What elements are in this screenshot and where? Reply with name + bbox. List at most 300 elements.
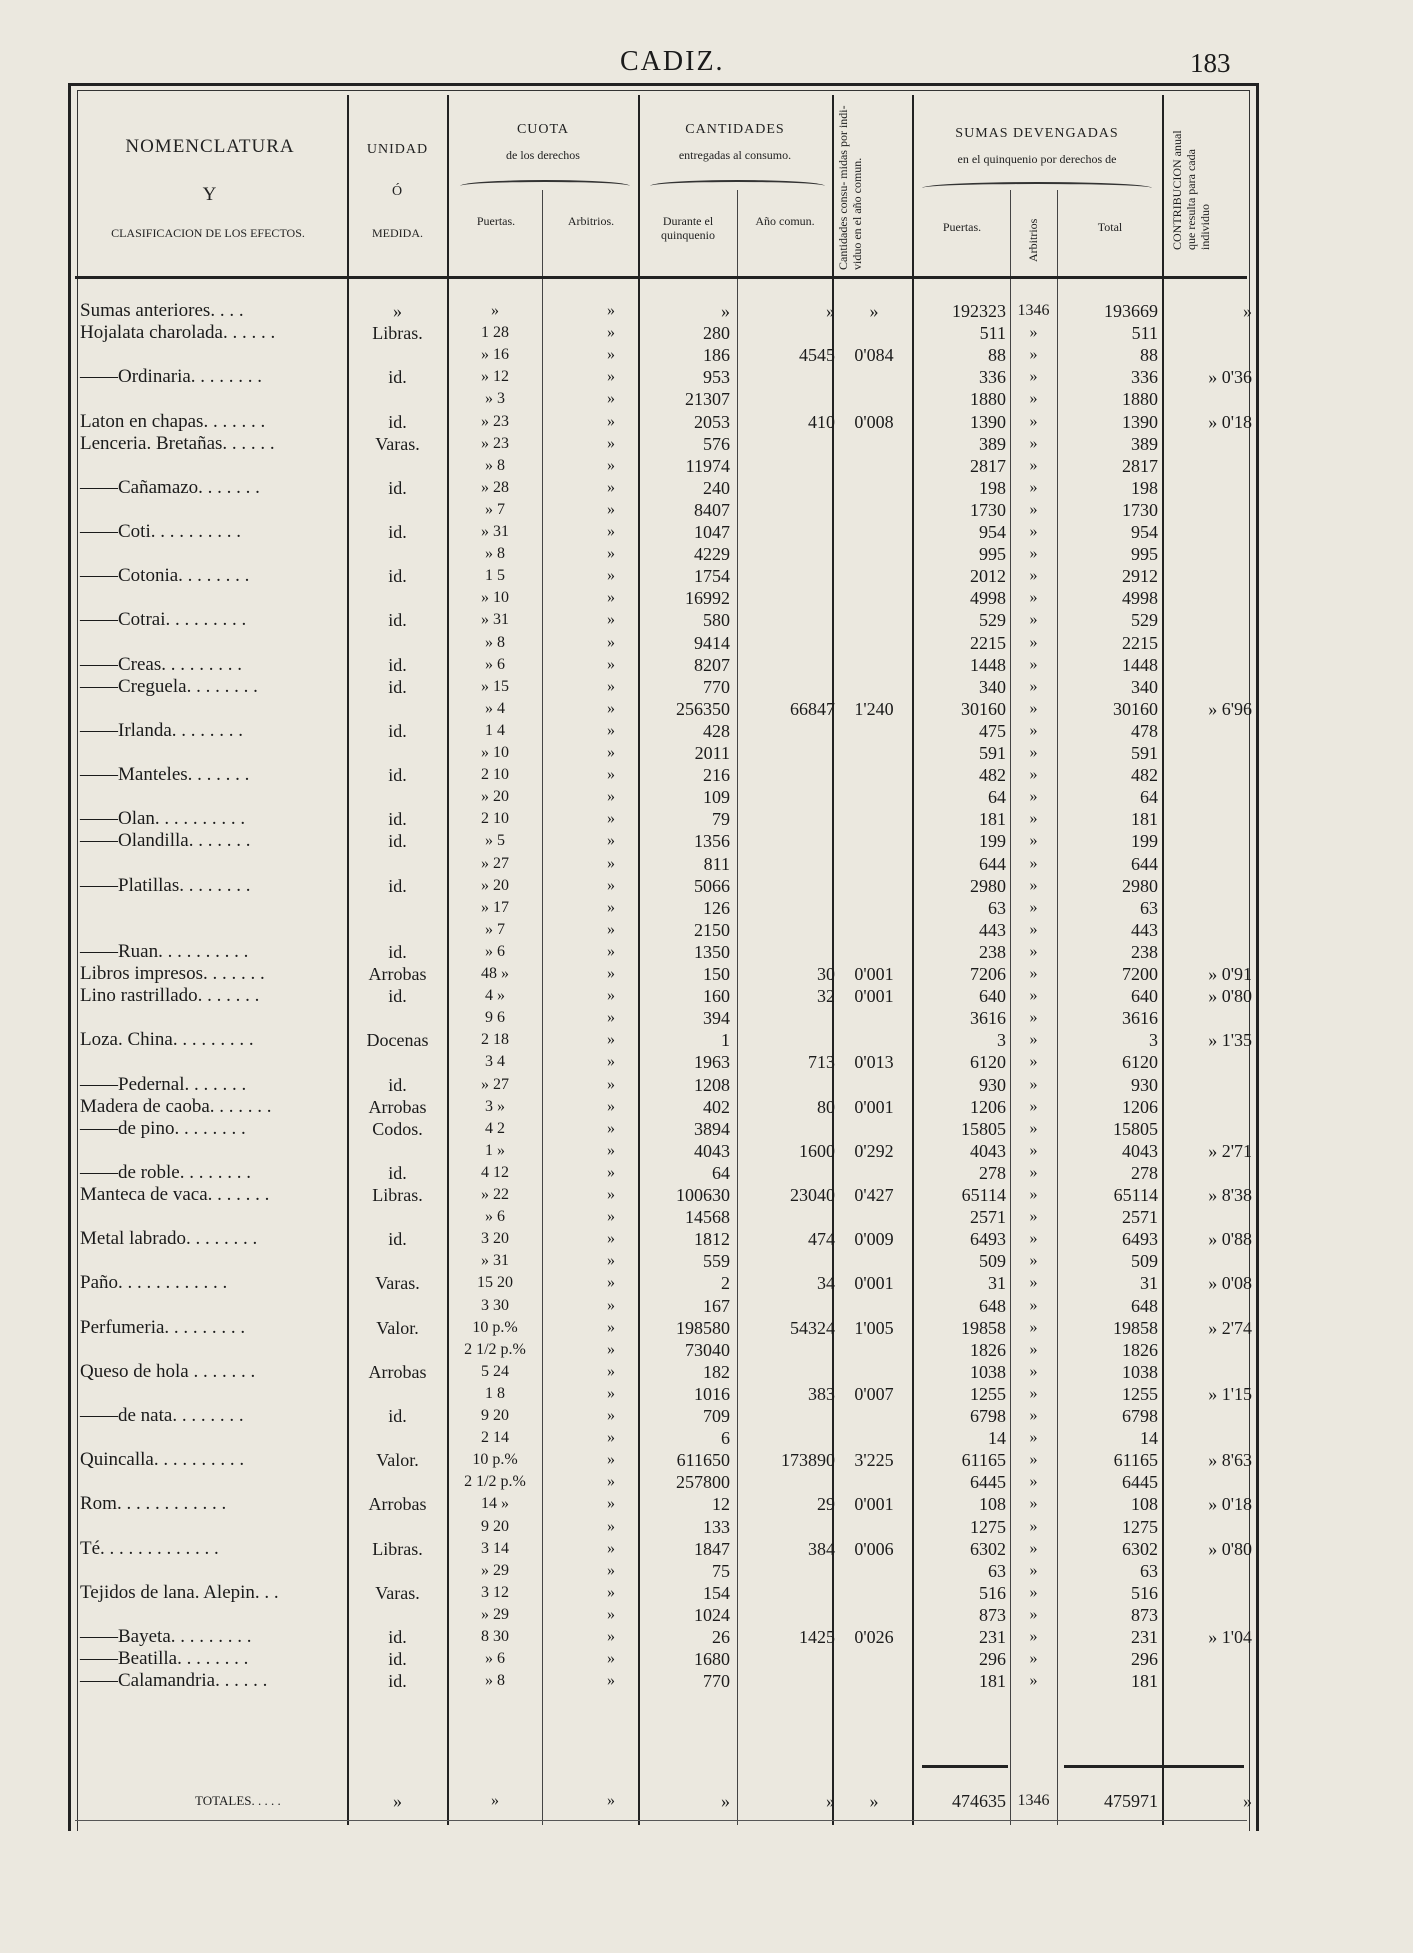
cell-name: ——Ruan. . . . . . . . . . [80, 940, 249, 962]
cell-cp: » 23 [481, 434, 509, 452]
cell-cp: 1 » [485, 1141, 505, 1159]
cell-unit: id. [388, 720, 407, 741]
cell-sa: » [1029, 346, 1038, 364]
cell-dq: 150 [703, 964, 730, 984]
cell-sa: » [1029, 456, 1038, 474]
cell-ac: » [826, 301, 835, 321]
cell-ci: 0'001 [854, 1494, 894, 1515]
cell-dq: 160 [703, 986, 730, 1007]
cell-name: ——de pino. . . . . . . . [80, 1117, 246, 1139]
cell-sp: 1826 [970, 1339, 1006, 1360]
cell-sa: » [1029, 500, 1038, 518]
cell-sp: 1206 [970, 1096, 1006, 1117]
cell-dq: 21307 [685, 389, 730, 410]
cell-sp: 2980 [970, 875, 1006, 896]
cell-dq: 100630 [676, 1185, 730, 1205]
cell-co: » 0'08 [1208, 1273, 1252, 1294]
cell-cp: » 23 [481, 412, 509, 430]
cell-sa: » [1029, 832, 1038, 850]
cell-cp: 4 » [485, 987, 505, 1005]
cell-name: ——Creas. . . . . . . . . [80, 653, 243, 675]
cell-st: 61165 [1113, 1450, 1158, 1471]
cell-co: » 6'96 [1208, 698, 1252, 719]
cell-cp: 5 24 [481, 1362, 509, 1380]
cell-sa: » [1029, 1517, 1038, 1535]
cell-st: 65114 [1113, 1185, 1158, 1205]
cell-dq: 280 [703, 323, 730, 344]
cell-ac: 30 [817, 964, 835, 984]
cell-st: 198 [1131, 477, 1158, 498]
cell-ca: » [607, 324, 615, 342]
cell-ac: 713 [808, 1052, 835, 1073]
cell-ac: 384 [808, 1538, 835, 1559]
cell-name: ——de nata. . . . . . . . [80, 1405, 244, 1426]
cell-sa: » [1029, 1340, 1038, 1358]
cell-name: Paño. . . . . . . . . . . . [80, 1272, 228, 1294]
cell-ca: » [607, 677, 615, 695]
cell-sp: 7206 [970, 964, 1006, 984]
cell-st: 3616 [1122, 1008, 1158, 1029]
cell-st: 1880 [1122, 389, 1158, 410]
cell-sa: » [1029, 942, 1038, 960]
cell-ca: » [607, 1053, 615, 1071]
cell-st: 873 [1131, 1604, 1158, 1625]
cell-sa: » [1029, 1583, 1038, 1601]
cell-ci: 0'008 [854, 411, 894, 432]
cell-dq: 1016 [694, 1383, 730, 1404]
cell-ca: » [607, 302, 615, 319]
cell-st: 181 [1131, 809, 1158, 830]
cell-ci: » [869, 301, 879, 321]
cell-ca: » [607, 832, 615, 850]
cell-sa: » [1029, 721, 1038, 739]
cell-unit: id. [388, 986, 407, 1007]
cell-st: 482 [1131, 765, 1158, 786]
cell-st: 2980 [1122, 875, 1158, 896]
cell-cp: 10 p.% [472, 1451, 518, 1469]
cell-ca: » [607, 1495, 615, 1513]
cell-dq: 64 [712, 1162, 730, 1183]
cell-dq: 559 [703, 1251, 730, 1272]
cell-sp: 644 [979, 853, 1006, 874]
cell-sp: 954 [979, 522, 1006, 542]
cell-cp: 2 1/2 p.% [464, 1473, 526, 1491]
cell-dq: 11974 [685, 455, 730, 476]
cell-name: Tejidos de lana. Alepin. . . [80, 1581, 279, 1603]
cell-unit: Varas. [375, 1273, 420, 1294]
cell-sa: » [1029, 1561, 1038, 1579]
cell-sp: 482 [979, 765, 1006, 786]
cell-sa: » [1029, 1318, 1038, 1336]
cell-st: 1730 [1122, 499, 1158, 520]
cell-unit: id. [388, 1162, 407, 1183]
cell-st: 4998 [1122, 588, 1158, 609]
cell-dq: 1680 [694, 1649, 730, 1670]
cell-cp: 2 14 [481, 1429, 509, 1447]
cell-co: » 8'38 [1208, 1185, 1252, 1205]
cell-sp: 296 [979, 1649, 1006, 1670]
cell-ca: » [607, 810, 615, 828]
cell-dq: 240 [703, 477, 730, 498]
cell-unit: id. [388, 411, 407, 432]
cell-st: 389 [1131, 433, 1158, 454]
cell-sa: » [1029, 611, 1038, 629]
cell-dq: 109 [703, 787, 730, 808]
cell-sa: » [1029, 1252, 1038, 1270]
cell-ca: » [607, 1318, 615, 1336]
cell-ac: 23040 [790, 1185, 835, 1205]
cell-ac: 54324 [790, 1317, 835, 1338]
cell-dq: 16992 [685, 588, 730, 609]
cell-cp: 4 2 [485, 1119, 505, 1137]
header-cantidades: CANTIDADES [685, 122, 785, 137]
cell-sp: 640 [979, 986, 1006, 1007]
cell-name: ——Calamandria. . . . . . [80, 1670, 268, 1692]
cell-ac: 32 [817, 986, 835, 1007]
cell-co: » 0'18 [1208, 1494, 1252, 1515]
cell-sp: 2817 [970, 455, 1006, 476]
cell-unit: id. [388, 831, 407, 852]
header-unidad: UNIDAD [366, 142, 429, 157]
cell-dq: 1356 [694, 831, 730, 852]
cell-sp: 15805 [961, 1118, 1006, 1139]
cell-co: » 0'36 [1208, 367, 1252, 388]
cell-sp: 1448 [970, 654, 1006, 675]
cell-dq: 73040 [685, 1339, 730, 1360]
cell-sa: » [1029, 1429, 1038, 1447]
cell-sa: » [1029, 1362, 1038, 1380]
cell-dq: 26 [712, 1627, 730, 1647]
cell-ca: » [607, 1384, 615, 1402]
cell-name: Perfumeria. . . . . . . . . [80, 1316, 246, 1338]
cell-ci: 0'007 [854, 1383, 894, 1404]
cell-unit: id. [388, 522, 407, 542]
cell-dq: 576 [703, 433, 730, 454]
header-cuota-puertas: Puertas. [476, 214, 516, 228]
cell-sa: 1346 [1017, 302, 1050, 319]
cell-cp: » [491, 1792, 499, 1809]
cell-dq: 402 [703, 1096, 730, 1117]
cell-cp: » 20 [481, 788, 509, 806]
cell-name: Hojalata charolada. . . . . . [80, 322, 276, 344]
cell-dq: 1812 [694, 1229, 730, 1250]
cell-cp: » 8 [485, 1672, 505, 1690]
header-o: Ó [391, 184, 404, 199]
cell-ca: » [607, 1473, 615, 1491]
cell-sp: 509 [979, 1251, 1006, 1272]
cell-ca: » [607, 1141, 615, 1159]
cell-dq: 9414 [694, 632, 730, 653]
cell-ci: 0'026 [854, 1627, 894, 1647]
cell-st: 6302 [1122, 1538, 1158, 1559]
cell-sp: 511 [979, 323, 1006, 344]
cell-ca: » [607, 744, 615, 761]
cell-ca: » [607, 346, 615, 364]
cell-sp: 31 [988, 1273, 1006, 1294]
cell-sa: » [1029, 699, 1038, 717]
page-title: CADIZ. [620, 46, 725, 77]
cell-ca: » [607, 699, 615, 717]
cell-unit: id. [388, 654, 407, 675]
cell-cp: 3 14 [481, 1539, 509, 1557]
cell-unit: Arrobas [368, 964, 427, 984]
cell-st: 64 [1140, 787, 1158, 808]
cell-sp: 1275 [970, 1516, 1006, 1537]
cell-cp: 8 30 [481, 1628, 509, 1645]
cell-name: ——Manteles. . . . . . . [80, 764, 250, 786]
header-sumas-arbitrios: Arbitrios [1026, 218, 1040, 262]
cell-unit: Libras. [372, 1185, 423, 1205]
cell-name: ——de roble. . . . . . . . [80, 1161, 251, 1183]
cell-sp: 3616 [970, 1008, 1006, 1029]
totals-rule [922, 1765, 1008, 1768]
cell-cp: 3 12 [481, 1583, 509, 1601]
cell-sp: 181 [979, 809, 1006, 830]
cell-ca: » [607, 942, 615, 960]
cell-dq: 770 [703, 676, 730, 697]
cell-ca: » [607, 1296, 615, 1314]
cell-name: Manteca de vaca. . . . . . . [80, 1184, 270, 1205]
cell-name: Lino rastrillado. . . . . . . [80, 985, 260, 1007]
header-sumas-total: Total [1097, 220, 1123, 234]
cell-st: 1255 [1122, 1383, 1158, 1404]
cell-dq: 79 [712, 809, 730, 830]
cell-ac: 410 [808, 411, 835, 432]
cell-sp: 3 [997, 1030, 1006, 1051]
header-ano: Año comun. [755, 214, 815, 228]
cell-st: 2912 [1122, 566, 1158, 587]
cell-dq: 167 [703, 1295, 730, 1316]
cell-ci: 0'292 [854, 1140, 894, 1161]
cell-unit: Valor. [376, 1450, 419, 1471]
cell-ca: » [607, 987, 615, 1005]
cell-unit: id. [388, 765, 407, 786]
cell-dq: 126 [703, 897, 730, 918]
cell-ca: » [607, 456, 615, 474]
cell-co: » 0'18 [1208, 411, 1252, 432]
cell-ca: » [607, 1274, 615, 1292]
cell-ca: » [607, 655, 615, 673]
cell-sp: 4043 [970, 1140, 1006, 1161]
cell-cp: » 3 [485, 390, 505, 408]
cell-sa: » [1029, 788, 1038, 806]
cell-ci: 0'001 [854, 1096, 894, 1117]
cell-dq: 2 [721, 1273, 730, 1294]
cell-sp: 14 [988, 1428, 1006, 1449]
cell-st: 7200 [1122, 964, 1158, 984]
cell-unit: id. [388, 1671, 407, 1692]
cell-sa: » [1029, 1628, 1038, 1645]
cell-ca: » [607, 1451, 615, 1469]
cell-dq: 1350 [694, 941, 730, 962]
cell-sa: » [1029, 368, 1038, 386]
cell-st: 2571 [1122, 1207, 1158, 1228]
cell-sp: 873 [979, 1604, 1006, 1625]
cell-st: 644 [1131, 853, 1158, 874]
cell-cp: 48 » [481, 965, 509, 982]
cell-dq: 1963 [694, 1052, 730, 1073]
cell-ci: 0'013 [854, 1052, 894, 1073]
cell-st: 1390 [1122, 411, 1158, 432]
cell-cp: » 29 [481, 1561, 509, 1579]
cell-name: ——Creguela. . . . . . . . [80, 675, 258, 697]
cell-st: 648 [1131, 1295, 1158, 1316]
cell-st: 181 [1131, 1671, 1158, 1692]
cell-sa: » [1029, 876, 1038, 894]
cell-unit: Libras. [372, 1538, 423, 1559]
cell-sp: 63 [988, 897, 1006, 918]
cell-sp: 591 [979, 743, 1006, 763]
cell-cp: » 27 [481, 854, 509, 872]
cell-st: 6493 [1122, 1229, 1158, 1250]
cell-ac: » [826, 1791, 835, 1811]
cell-st: 995 [1131, 544, 1158, 565]
cell-unit: id. [388, 941, 407, 962]
cell-sa: » [1029, 1650, 1038, 1668]
cell-co: » 2'71 [1208, 1140, 1252, 1161]
cell-ca: » [607, 545, 615, 563]
cell-co: » 0'80 [1208, 1538, 1252, 1559]
cell-st: 278 [1131, 1162, 1158, 1183]
cell-ca: » [607, 1517, 615, 1535]
cell-cp: » 12 [481, 368, 509, 386]
cell-ca: » [607, 1208, 615, 1226]
cell-dq: 133 [703, 1516, 730, 1537]
cell-ca: » [607, 1672, 615, 1690]
cell-ca: » [607, 1186, 615, 1203]
cell-name: ——Cotonia. . . . . . . . [80, 565, 250, 587]
cell-ca: » [607, 1539, 615, 1557]
cell-name: ——Irlanda. . . . . . . . [80, 719, 244, 741]
cell-sa: » [1029, 523, 1038, 540]
cell-cp: 2 10 [481, 810, 509, 828]
cell-dq: 186 [703, 345, 730, 366]
cell-sp: 529 [979, 610, 1006, 631]
cell-name: ——Platillas. . . . . . . . [80, 874, 251, 896]
cell-unit: id. [388, 367, 407, 388]
cell-ca: » [607, 854, 615, 872]
cell-dq: 5066 [694, 875, 730, 896]
cell-ci: 0'427 [854, 1185, 894, 1205]
cell-sa: » [1029, 1495, 1038, 1513]
cell-unit: Docenas [366, 1030, 429, 1051]
cell-sp: 231 [979, 1627, 1006, 1647]
header-cuota: CUOTA [516, 122, 570, 137]
cell-cp: 9 20 [481, 1517, 509, 1535]
cell-ac: 173890 [781, 1450, 835, 1471]
cell-sa: » [1029, 677, 1038, 695]
cell-dq: 1754 [694, 566, 730, 587]
cell-cp: 2 18 [481, 1031, 509, 1049]
cell-dq: 12 [712, 1494, 730, 1515]
cell-sp: 930 [979, 1074, 1006, 1095]
cell-unit: Arrobas [368, 1361, 427, 1382]
cell-sa: » [1029, 744, 1038, 761]
cell-unit: id. [388, 1406, 407, 1426]
cell-sp: 6302 [970, 1538, 1006, 1559]
cell-ca: » [607, 1628, 615, 1645]
cell-unit: Valor. [376, 1317, 419, 1338]
cell-st: 4043 [1122, 1140, 1158, 1161]
cell-name: ——Cotrai. . . . . . . . . [80, 609, 247, 631]
cell-cp: » 17 [481, 898, 509, 916]
header-sumas-sub: en el quinquenio por derechos de [957, 152, 1117, 166]
cell-st: 2215 [1122, 632, 1158, 653]
cell-co: » 0'88 [1208, 1229, 1252, 1250]
cell-sp: 2571 [970, 1207, 1006, 1228]
cell-sa: » [1029, 478, 1038, 496]
header-cuota-sub: de los derechos [506, 148, 580, 162]
cell-sa: » [1029, 1097, 1038, 1115]
cell-name: ——Cañamazo. . . . . . . [80, 476, 260, 498]
cell-name: ——Pedernal. . . . . . . [80, 1073, 247, 1095]
cell-sa: » [1029, 1230, 1038, 1248]
cell-sa: » [1029, 1407, 1038, 1424]
cell-sa: » [1029, 810, 1038, 828]
cell-sa: » [1029, 898, 1038, 916]
cell-co: » 0'91 [1208, 964, 1252, 984]
cell-ca: » [607, 412, 615, 430]
cell-ca: » [607, 1163, 615, 1181]
cell-dq: 811 [703, 853, 730, 874]
cell-cp: 3 20 [481, 1230, 509, 1248]
cell-name: Rom. . . . . . . . . . . . [80, 1493, 227, 1515]
cell-cp: 1 5 [485, 567, 505, 585]
cell-dq: 3894 [694, 1118, 730, 1139]
cell-cp: » 6 [485, 1650, 505, 1668]
cell-dq: 6 [721, 1428, 730, 1449]
cell-dq: 14568 [685, 1207, 730, 1228]
cell-dq: 709 [703, 1406, 730, 1426]
cell-dq: 75 [712, 1560, 730, 1581]
cell-unit: id. [388, 566, 407, 587]
cell-cp: 1 8 [485, 1384, 505, 1402]
cell-sp: 198 [979, 477, 1006, 498]
cell-unit: Codos. [372, 1118, 423, 1139]
cell-sa: » [1029, 1384, 1038, 1402]
cell-st: 1038 [1122, 1361, 1158, 1382]
cell-unit: id. [388, 1074, 407, 1095]
header-contribucion: CONTRIBUCION anual que resulta para cada individuo [1170, 130, 1212, 250]
cell-sp: 443 [979, 919, 1006, 940]
cell-ac: 383 [808, 1383, 835, 1404]
cell-ca: » [607, 1340, 615, 1358]
cell-sa: » [1029, 412, 1038, 430]
cell-ac: 66847 [790, 698, 835, 719]
cell-co: » 1'04 [1208, 1627, 1252, 1647]
cell-name: ——Olandilla. . . . . . . [80, 830, 251, 852]
cell-sa: » [1029, 1163, 1038, 1181]
cell-ac: 34 [817, 1273, 835, 1294]
cell-st: 6120 [1122, 1052, 1158, 1073]
cell-ca: » [607, 1119, 615, 1137]
cell-ac: 80 [817, 1096, 835, 1117]
cell-ci: 0'001 [854, 964, 894, 984]
cell-cp: » 22 [481, 1186, 509, 1203]
cell-unit: » [393, 301, 402, 321]
cell-name: Laton en chapas. . . . . . . [80, 410, 266, 432]
cell-cp: » 28 [481, 478, 509, 496]
cell-cp: 1 28 [481, 324, 509, 342]
cell-sa: » [1029, 1473, 1038, 1491]
cell-name: TOTALES. . . . . [195, 1793, 281, 1808]
cell-cp: 4 12 [481, 1163, 509, 1181]
header-nomenclatura: NOMENCLATURA [125, 136, 295, 157]
cell-sa: » [1029, 1672, 1038, 1690]
cell-cp: 3 30 [481, 1296, 509, 1314]
cell-ca: » [607, 567, 615, 585]
cell-sp: 995 [979, 544, 1006, 565]
